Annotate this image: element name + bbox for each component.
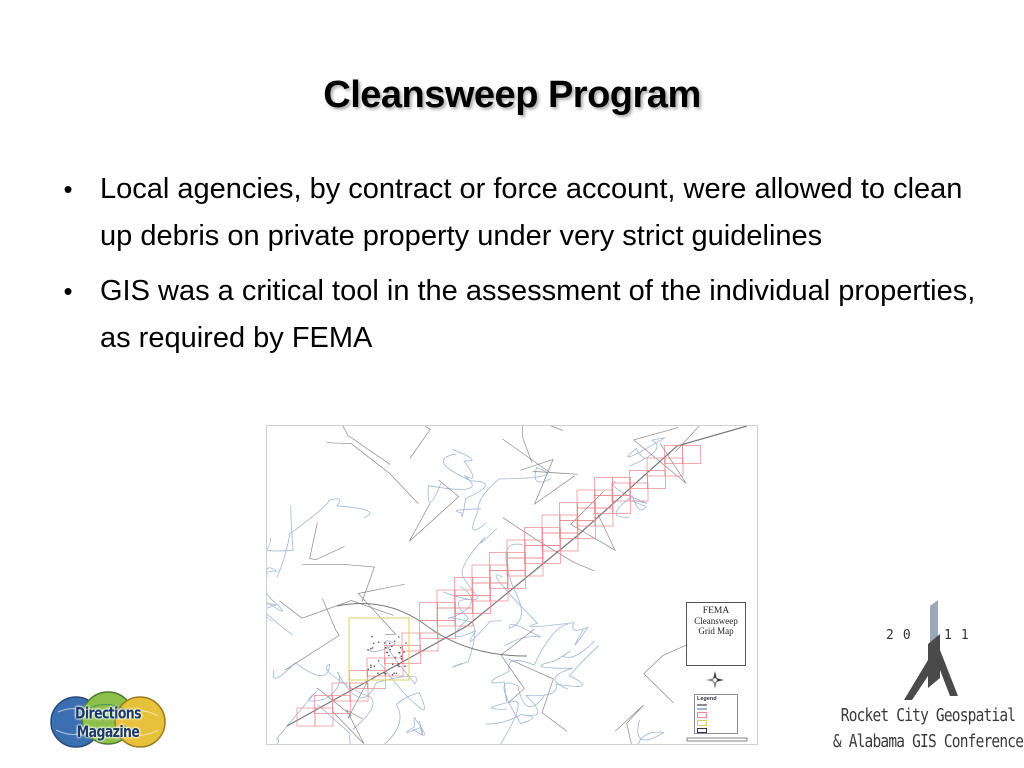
map-town-dot [399,652,401,654]
map-grid-cell [420,633,438,651]
map-grid-cell [578,503,596,521]
map-stream [318,705,415,744]
map-grid-cell [438,621,456,639]
map-town-dot [391,645,393,647]
map-town-dot [374,665,376,667]
map-grid-cell [683,446,701,464]
map-title-line: Grid Map [698,626,734,636]
logo-year-left: 20 [886,628,920,643]
map-town-dot [385,673,387,675]
map-stream [449,586,475,667]
map-town-dot [396,673,398,675]
map-grid-cell [648,471,666,489]
map-grid-cell [490,571,508,589]
map-town-dot [394,641,396,643]
map-town-dot [404,665,406,667]
map-town-dot [386,652,388,654]
map-town-dot [370,648,372,650]
bullet-marker: • [63,174,73,204]
map-grid-cell [613,478,631,496]
map-stream [443,454,485,517]
bullet-text: Local agencies, by contract or force account, were allowed to clean up debris on private property under very strict guidelines [100,173,963,252]
map-town-dot [389,643,391,645]
map-scale-bar [687,738,747,741]
map-grid-cell [525,540,543,558]
map-town-dot [385,647,387,649]
map-town-dot [372,647,374,649]
map-road [509,659,567,731]
map-stream [428,449,473,502]
map-stream [496,575,588,645]
map-road [634,428,687,484]
map-grid-cell [647,458,665,476]
bullet-list [58,166,978,370]
map-title-line: FEMA [702,606,730,616]
map-road [337,426,390,464]
map-drawing [267,426,757,744]
map-grid-cell [560,515,578,533]
logo-year-right: 11 [944,628,978,643]
map-town-dot [373,643,375,645]
map-stream [443,528,497,599]
map-town-dot [378,660,380,662]
map-title-box [686,602,746,666]
map-grid-cell [420,603,438,621]
map-stream [273,663,373,730]
map-stream [267,506,293,592]
map-town-dot [368,669,370,671]
legend-swatch [697,720,707,726]
map-grid-cell [420,621,438,639]
map-road [521,459,575,504]
slide-title: Cleansweep Program [323,74,701,116]
map-stream [267,673,340,744]
map-town-dot [398,663,400,665]
map-grid-cell [402,633,420,651]
map-town-dot [388,655,390,657]
bullet-text: GIS was a critical tool in the assessment of the individual properties, as required by FEMA [100,275,976,354]
legend-swatch [697,728,707,733]
map-grid-cell [525,558,543,576]
map-grid-cell [508,553,526,571]
map-town-dot [393,672,395,674]
bullet-item [58,268,978,362]
map-highway [337,604,527,657]
map-road [675,426,711,452]
map-stream [505,544,541,646]
map-road [615,705,644,744]
map-grid-cell [472,583,490,601]
map-town-dot [378,641,380,643]
conference-name-line2: & Alabama GIS Conference [832,732,1024,752]
map-town-dot [400,647,402,649]
bullet-marker: • [63,276,73,306]
conference-name-line1: Rocket City Geospatial [840,706,1016,726]
map-town-dot [401,658,403,660]
map-road [279,601,393,619]
map-grid-cell [525,546,543,564]
map-town-dot [384,642,386,644]
map-road [317,682,367,718]
map-town-dot [370,665,372,667]
cleansweep-grid-map [266,425,758,745]
map-town-dot [392,664,394,666]
legend-swatch [697,712,707,718]
legend-swatch [697,708,707,710]
map-grid-cell [507,540,525,558]
bullet-item [58,166,978,260]
map-grid-cell [472,565,490,583]
map-legend-title: Legend [697,696,717,702]
map-town-dot [405,642,407,644]
map-road [310,522,345,560]
map-grid-cell [542,515,560,533]
map-grid-cell [525,528,543,546]
map-grid-cell [490,565,508,583]
map-grid-cell [543,546,561,564]
map-town-dot [392,674,394,676]
map-grid-cell [595,478,613,496]
map-grid-cell [490,553,508,571]
north-arrow-icon [705,670,725,690]
map-title-line: Cleansweep [694,616,738,626]
map-grid-cell [507,558,525,576]
map-road [303,564,375,601]
map-grid-cell [560,503,578,521]
map-road [501,629,535,703]
map-town-dot [401,655,403,657]
map-town-dot [403,651,405,653]
map-town-dot [383,672,385,674]
map-grid-cell [560,521,578,539]
map-grid-cell [577,508,595,526]
map-town-dot [397,665,399,667]
map-stream [541,641,595,689]
map-stream [267,568,283,621]
map-road [339,426,431,459]
map-stream [614,720,664,744]
legend-swatch [697,704,707,706]
map-town-dot [377,672,379,674]
map-stream [491,624,568,701]
map-grid-cell [473,578,491,596]
map-legend [694,694,738,734]
map-town-dot [371,636,373,638]
map-grid-cell [490,583,508,601]
map-stream [407,718,425,736]
map-road [333,710,364,744]
map-road [285,599,339,671]
directions-magazine-logo-text: Directions Magazine [75,703,141,741]
map-stream [455,599,502,641]
map-stream [473,468,552,531]
map-grid-cell [577,490,595,508]
directions-magazine-logo [46,690,170,754]
map-town-dot [394,657,396,659]
map-town-dot [398,636,400,638]
map-town-dot [389,649,391,651]
map-town-dot [367,649,369,651]
map-town-dot [370,666,372,668]
map-grid-cell [473,596,491,614]
map-grid-cell [543,528,561,546]
